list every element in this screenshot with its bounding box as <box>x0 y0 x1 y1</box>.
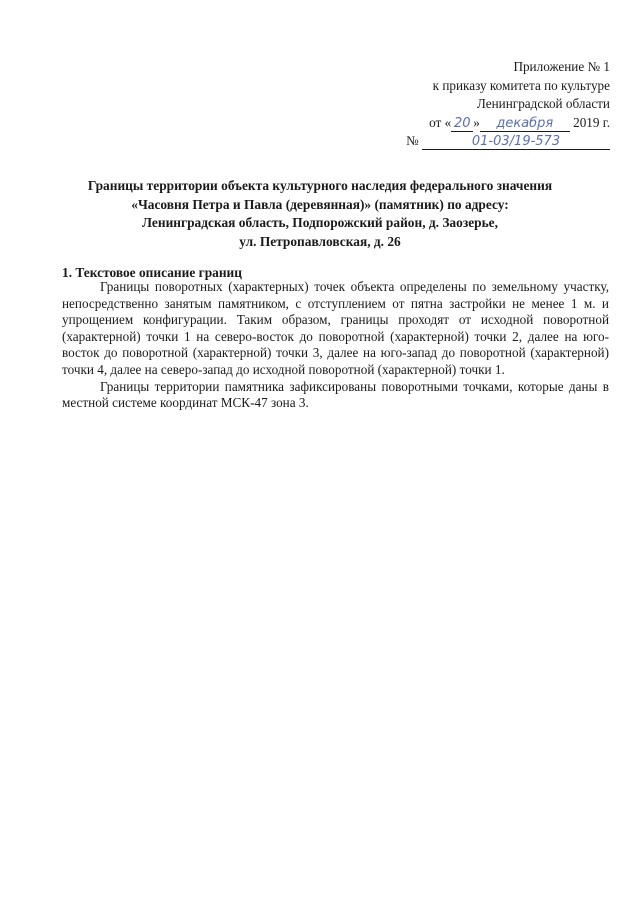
appendix-line-3: Ленинградской области <box>476 96 610 111</box>
title-line-1: Границы территории объекта культурного наследия федерального значения <box>87 178 553 193</box>
appendix-date-row <box>406 114 610 133</box>
date-mid: » <box>473 114 480 130</box>
title-line-3: Ленинградская область, Подпорожский район, д. Заозерье, <box>142 215 498 230</box>
date-month-field <box>480 116 570 132</box>
appendix-block <box>406 58 610 151</box>
date-month-handwritten: декабря <box>496 115 554 131</box>
title-line-2: «Часовня Петра и Павла (деревянная)» (памятник) по адресу: <box>131 196 509 212</box>
number-handwritten: 01-03/19-573 <box>471 134 561 149</box>
date-day-field <box>451 116 473 132</box>
document-title <box>40 177 600 251</box>
paragraph-boundaries: Границы поворотных (характерных) точек объекта определены по земельному участку, непосредственно занятым памятником, с отступлением от пятна застройки не менее 1 м. и упрощением конфигурации. Таким образом, границы проходят от исходной поворотной (характерной) точки 1 на северо-восток до поворотной (характерной) точки 2, далее на юго-восток до поворотной (характерной) точки 3, далее на юго-запад до поворотной (характерной) точки 4, далее на северо-запад до исходной поворотной (характерной) точки 1. <box>62 279 609 377</box>
number-field <box>422 134 610 150</box>
body-text <box>62 279 609 412</box>
date-day-handwritten: 20 <box>453 115 471 131</box>
appendix-line-1: Приложение № 1 <box>513 59 610 74</box>
number-prefix: № <box>406 133 419 148</box>
title-line-4: ул. Петропавловская, д. 26 <box>239 233 401 249</box>
appendix-line-2: к приказу комитета по культуре <box>432 77 610 93</box>
paragraph-coordinates: Границы территории памятника зафиксированы поворотными точками, которые даны в местной системе координат МСК-47 зона 3. <box>62 378 609 411</box>
date-prefix: от « <box>429 114 452 130</box>
date-year: 2019 г. <box>573 114 610 130</box>
section-heading: 1. Текстовое описание границ <box>62 265 242 280</box>
appendix-number-row <box>406 132 610 151</box>
